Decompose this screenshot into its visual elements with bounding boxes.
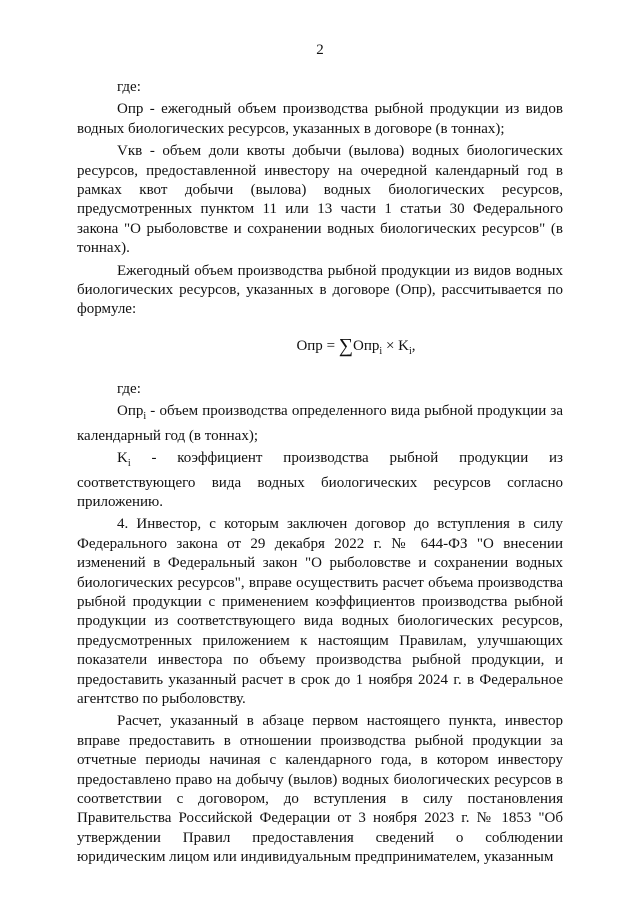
ki-symbol: K — [117, 450, 128, 467]
page-number: 2 — [316, 42, 324, 58]
opri-subscript: i — [143, 411, 147, 423]
ki-definition — [77, 449, 563, 512]
vkv-definition: Vкв - объем доли квоты добычи (вылова) водных биологических ресурсов, предоставленной инвестору на очередной календарный год в рамках квот добычи (вылова) водных биологических ресурсов, предусмотренных пунктом 11 или 13 части 1 статьи 30 Федерального закона "О рыболовстве и сохранении водных биологических ресурсов" (в тоннах). — [77, 143, 563, 257]
formula-equals: = — [326, 337, 336, 354]
opri-symbol: Опр — [117, 403, 144, 420]
where-label-2: где: — [117, 380, 141, 397]
opr-definition: Опр - ежегодный объем производства рыбной продукции из видов водных биологических ресурсов, указанных в договоре (в тоннах); — [77, 101, 563, 137]
formula-lhs: Опр — [296, 337, 323, 354]
formula-sub-2: i — [409, 345, 412, 357]
item-4: 4. Инвестор, с которым заключен договор до вступления в силу Федерального закона от 29 декабря 2022 г. № 644-ФЗ "О внесении изменений в Федеральный закон "О рыболовстве и сохранении водных биологических ресурсов", вправе осуществить расчет объема производства рыбной продукции с применением коэффициентов производства рыбной продукции из соответствующего вида водных биологических ресурсов, предусмотренных приложением к настоящим Правилам, улучшающих показатели инвестора по объему производства рыбной продукции, и предоставить указанный расчет в срок до 1 ноября 2024 г. в Федеральное агентство по рыболовству. — [77, 516, 563, 707]
formula-term-2: K — [398, 337, 410, 354]
document-body — [77, 78, 563, 871]
formula — [77, 334, 563, 364]
formula-tail: , — [411, 337, 416, 354]
formula-term-1: Опр — [353, 337, 380, 354]
where-label-1: где: — [117, 79, 141, 95]
formula-sum-sign: ∑ — [338, 334, 354, 357]
opri-definition — [77, 402, 563, 446]
ki-text: - коэффициент производства рыбной продукции из соответствующего вида водных биологических ресурсов согласно приложению. — [77, 450, 563, 510]
calculation-paragraph: Расчет, указанный в абзаце первом настоящего пункта, инвестор вправе предоставить в отношении производства рыбной продукции за отчетные периоды начиная с календарного года, в котором инвестору предоставлено право на добычу (вылов) водных биологических ресурсов в соответствии с договором, до вступления в силу постановления Правительства Российской Федерации от 3 ноября 2023 г. № 1853 "Об утверждении Правил предоставления сведений о соблюдении юридическим лицом или индивидуальным предпринимателем, указанным — [77, 713, 563, 866]
formula-sub-1: i — [379, 345, 383, 357]
ki-subscript: i — [127, 458, 131, 470]
annual-volume-intro: Ежегодный объем производства рыбной продукции из видов водных биологических ресурсов, указанных в договоре (Опр), рассчитывается по формуле: — [77, 262, 563, 318]
opri-text: - объем производства определенного вида рыбной продукции за календарный год (в тоннах); — [77, 403, 563, 444]
formula-times: × — [385, 337, 395, 354]
